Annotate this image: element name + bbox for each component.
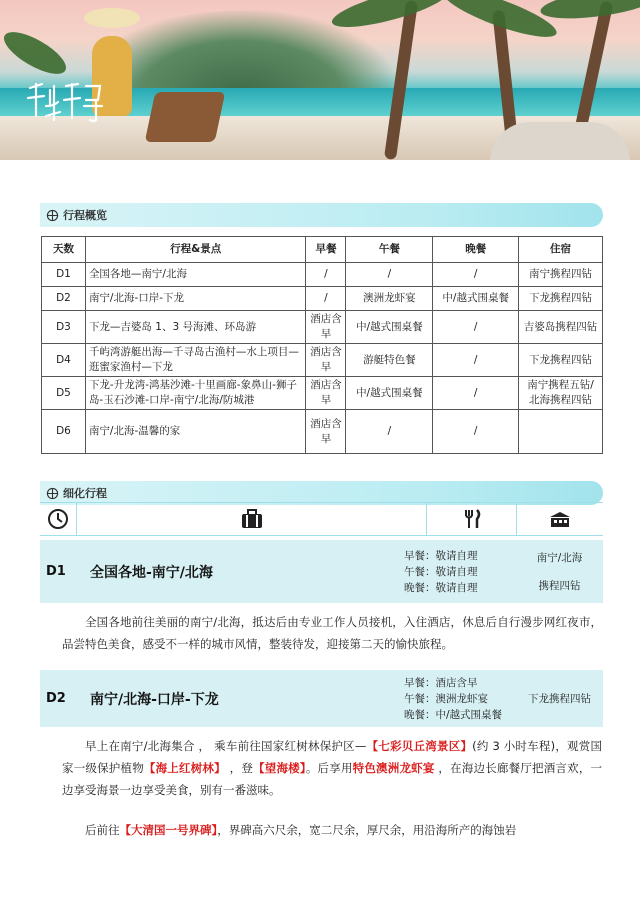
svg-text:千屿千寻: 千屿千寻 xyxy=(26,76,30,77)
beach-umbrella xyxy=(490,122,630,160)
overview-section-header xyxy=(40,203,603,227)
lunch-cell: / xyxy=(346,263,433,287)
text-segment: ，在海边长廊餐厅把酒言欢，一边享受海景一边享受美食，别有一番滋味。 xyxy=(62,761,603,797)
dinner-cell: / xyxy=(433,311,519,344)
day-hotel xyxy=(516,670,603,727)
day-number: D1 xyxy=(46,564,66,579)
overview-table xyxy=(41,236,603,454)
header-cell: 住宿 xyxy=(519,237,603,263)
overview-title: 行程概览 xyxy=(63,209,107,222)
hotel-cell: 下龙携程四钻 xyxy=(519,287,603,311)
text-segment: ，登 xyxy=(225,761,254,775)
brand-logo xyxy=(26,76,104,126)
hotel-cell: 下龙携程四钻 xyxy=(519,344,603,377)
breakfast-cell: 酒店含早 xyxy=(306,311,346,344)
day-block-d2 xyxy=(40,670,603,727)
hotel-city: 南宁/北海 xyxy=(536,552,583,565)
table-row xyxy=(42,287,603,311)
dinner-cell: / xyxy=(433,377,519,410)
table-row xyxy=(42,377,603,410)
route-cell: 千屿湾游艇出海—千寻岛古渔村—水上项目—逛蜜家渔村—下龙 xyxy=(85,344,306,377)
day-cell: D5 xyxy=(42,377,86,410)
day-title: 全国各地-南宁/北海 xyxy=(90,564,213,581)
lunch-cell: 游艇特色餐 xyxy=(346,344,433,377)
hotel-grade: 携程四钻 xyxy=(538,579,581,592)
hotel-cell xyxy=(519,410,603,454)
luggage-icon xyxy=(240,508,264,530)
header-banner xyxy=(0,0,640,160)
highlight-text: 【望海楼】 xyxy=(253,761,306,775)
breakfast-cell: / xyxy=(306,263,346,287)
breakfast-cell: / xyxy=(306,287,346,311)
dinner-cell: / xyxy=(433,410,519,454)
breakfast-info: 早餐：酒店含早 xyxy=(404,676,478,689)
table-row xyxy=(42,410,603,454)
day-hotel xyxy=(516,540,603,603)
highlight-text: 特色澳洲龙虾宴 xyxy=(352,761,435,775)
header-cell: 午餐 xyxy=(346,237,433,263)
dinner-info: 晚餐：中/越式围桌餐 xyxy=(404,708,503,721)
route-cell: 南宁/北海-温馨的家 xyxy=(85,410,306,454)
text-segment: 后前往 xyxy=(85,823,120,837)
hotel-cell: 吉婆岛携程四钻 xyxy=(519,311,603,344)
breakfast-cell: 酒店含早 xyxy=(306,377,346,410)
header-cell: 行程&景点 xyxy=(85,237,306,263)
header-cell: 早餐 xyxy=(306,237,346,263)
lunch-info: 午餐：澳洲龙虾宴 xyxy=(404,692,488,705)
table-row xyxy=(42,263,603,287)
sun-hat xyxy=(84,8,140,28)
route-cell: 下龙—吉婆岛 1、3 号海滩、环岛游 xyxy=(85,311,306,344)
highlight-text: 【七彩贝丘湾景区】 xyxy=(366,739,473,753)
day-cell: D1 xyxy=(42,263,86,287)
fork-knife-icon xyxy=(462,508,482,530)
globe-icon xyxy=(46,209,59,222)
highlight-text: 【大清国一号界碑】 xyxy=(119,823,218,837)
detail-title: 细化行程 xyxy=(63,487,107,500)
hotel-icon xyxy=(548,509,572,529)
dinner-info: 晚餐：敬请自理 xyxy=(404,581,478,594)
day-meals xyxy=(396,670,516,727)
highlight-text: 【海上红树林】 xyxy=(143,761,226,775)
day-cell: D3 xyxy=(42,311,86,344)
text-segment: (约 3 小时车程)，观赏国家一级保护植物 xyxy=(62,739,603,775)
lunch-info: 午餐：敬请自理 xyxy=(404,565,478,578)
globe-icon xyxy=(46,487,59,500)
lunch-cell: 中/越式围桌餐 xyxy=(346,311,433,344)
day-description xyxy=(62,819,602,841)
hotel-cell: 南宁携程五钻/北海携程四钻 xyxy=(519,377,603,410)
hotel-name: 下龙携程四钻 xyxy=(528,693,591,705)
lounge-chair xyxy=(145,92,226,142)
day-number: D2 xyxy=(46,691,66,706)
table-row xyxy=(42,311,603,344)
day-description: 全国各地前往美丽的南宁/北海，抵达后由专业工作人员接机，入住酒店，休息后自行漫步网红夜市，品尝特色美食，感受不一样的城市风情，整装待发，迎接第二天的愉快旅程。 xyxy=(62,615,602,651)
lunch-cell: 中/越式围桌餐 xyxy=(346,377,433,410)
breakfast-info: 早餐：敬请自理 xyxy=(404,549,478,562)
route-cell: 下龙-升龙湾-鸿基沙滩-十里画廊-象鼻山-狮子岛-玉石沙滩-口岸-南宁/北海/防城港 xyxy=(85,377,306,410)
detail-icon-row xyxy=(40,502,603,536)
day-description xyxy=(62,735,602,801)
day-cell: D2 xyxy=(42,287,86,311)
header-cell: 晚餐 xyxy=(433,237,519,263)
lunch-cell: 澳洲龙虾宴 xyxy=(346,287,433,311)
lunch-cell: / xyxy=(346,410,433,454)
text-segment: ，界碑高六尺余，宽二尺余，厚尺余，用沿海所产的海蚀岩 xyxy=(217,823,517,837)
clock-icon xyxy=(47,508,69,530)
breakfast-cell: 酒店含早 xyxy=(306,344,346,377)
palm-frond xyxy=(539,0,640,24)
day-title: 南宁/北海-口岸-下龙 xyxy=(90,691,219,708)
breakfast-cell: 酒店含早 xyxy=(306,410,346,454)
table-header-row xyxy=(42,237,603,263)
text-segment: 。后享用 xyxy=(305,761,353,775)
hotel-cell: 南宁携程四钻 xyxy=(519,263,603,287)
dinner-cell: / xyxy=(433,263,519,287)
day-block-d1 xyxy=(40,540,603,603)
text-segment: 早上在南宁/北海集合 ， 乘车前往国家红树林保护区— xyxy=(85,739,367,753)
day-cell: D6 xyxy=(42,410,86,454)
palm-frond xyxy=(0,24,72,82)
route-cell: 南宁/北海-口岸-下龙 xyxy=(85,287,306,311)
header-cell: 天数 xyxy=(42,237,86,263)
dinner-cell: 中/越式围桌餐 xyxy=(433,287,519,311)
dinner-cell: / xyxy=(433,344,519,377)
day-cell: D4 xyxy=(42,344,86,377)
table-row xyxy=(42,344,603,377)
day-meals xyxy=(396,540,516,603)
route-cell: 全国各地—南宁/北海 xyxy=(85,263,306,287)
